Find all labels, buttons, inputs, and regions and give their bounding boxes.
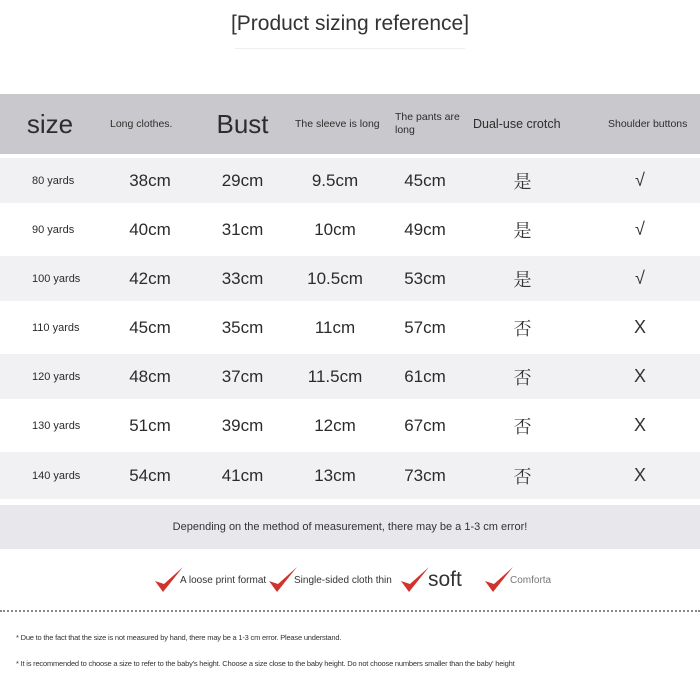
dual-use-crotch-cell: 否 xyxy=(465,450,580,499)
size-cell: 110 yards xyxy=(0,303,100,352)
shoulder-buttons-cell: X xyxy=(580,401,700,450)
sleeve-length-cell: 10.5cm xyxy=(285,254,385,303)
feature-label: Comforta xyxy=(510,574,552,586)
sleeve-length-cell: 10cm xyxy=(285,205,385,254)
long-clothes-cell: 51cm xyxy=(100,401,200,450)
header-shoulder-buttons: Shoulder buttons xyxy=(608,117,688,130)
measurement-note-text: Depending on the method of measurement, there may be a 1-3 cm error! xyxy=(172,521,528,533)
red-check-icon xyxy=(398,563,432,597)
sleeve-length-cell: 13cm xyxy=(285,450,385,499)
footnote: * It is recommended to choose a size to refer to the baby's height. Choose a size close to the baby height. Do not choose numbers smaller than the baby' height xyxy=(16,659,515,668)
pants-length-cell: 53cm xyxy=(385,254,465,303)
header-size: size xyxy=(26,108,74,139)
feature-label: soft xyxy=(428,568,462,591)
feature-label: Single-sided cloth thin xyxy=(294,574,392,586)
feature-item xyxy=(152,560,266,600)
footnote: * Due to the fact that the size is not measured by hand, there may be a 1-3 cm error. Please understand. xyxy=(16,633,342,642)
sleeve-length-cell: 9.5cm xyxy=(285,156,385,205)
dual-use-crotch-cell: 否 xyxy=(465,303,580,352)
dual-use-crotch-cell: 是 xyxy=(465,156,580,205)
shoulder-buttons-cell: √ xyxy=(580,156,700,205)
header-sleeve-length: The sleeve is long xyxy=(295,117,380,130)
sleeve-length-cell: 11cm xyxy=(285,303,385,352)
measurement-note xyxy=(0,505,700,549)
table-row xyxy=(0,254,700,303)
shoulder-buttons-cell: √ xyxy=(580,205,700,254)
size-cell: 100 yards xyxy=(0,254,100,303)
dual-use-crotch-cell: 是 xyxy=(465,205,580,254)
long-clothes-cell: 45cm xyxy=(100,303,200,352)
dual-use-crotch-cell: 否 xyxy=(465,352,580,401)
dual-use-crotch-cell: 是 xyxy=(465,254,580,303)
feature-item xyxy=(482,560,551,600)
bust-cell: 39cm xyxy=(200,401,285,450)
size-chart-table xyxy=(0,94,700,499)
table-row xyxy=(0,303,700,352)
long-clothes-cell: 38cm xyxy=(100,156,200,205)
header-pants-length: The pants are long xyxy=(395,111,460,136)
size-cell: 130 yards xyxy=(0,401,100,450)
bust-cell: 31cm xyxy=(200,205,285,254)
bust-cell: 37cm xyxy=(200,352,285,401)
feature-item xyxy=(266,560,392,600)
bust-cell: 33cm xyxy=(200,254,285,303)
table-row xyxy=(0,205,700,254)
long-clothes-cell: 40cm xyxy=(100,205,200,254)
pants-length-cell: 45cm xyxy=(385,156,465,205)
feature-list xyxy=(0,560,700,600)
long-clothes-cell: 48cm xyxy=(100,352,200,401)
size-cell: 90 yards xyxy=(0,205,100,254)
long-clothes-cell: 54cm xyxy=(100,450,200,499)
shoulder-buttons-cell: √ xyxy=(580,254,700,303)
feature-item xyxy=(398,560,462,600)
size-cell: 120 yards xyxy=(0,352,100,401)
shoulder-buttons-cell: X xyxy=(580,450,700,499)
header-bust: Bust xyxy=(216,108,269,139)
dotted-divider xyxy=(0,610,700,612)
dual-use-crotch-cell: 否 xyxy=(465,401,580,450)
table-row xyxy=(0,352,700,401)
shoulder-buttons-cell: X xyxy=(580,303,700,352)
pants-length-cell: 57cm xyxy=(385,303,465,352)
table-row xyxy=(0,450,700,499)
pants-length-cell: 61cm xyxy=(385,352,465,401)
pants-length-cell: 73cm xyxy=(385,450,465,499)
sleeve-length-cell: 12cm xyxy=(285,401,385,450)
bust-cell: 29cm xyxy=(200,156,285,205)
table-row xyxy=(0,401,700,450)
header-dual-use-crotch: Dual-use crotch xyxy=(473,116,561,131)
size-cell: 140 yards xyxy=(0,450,100,499)
pants-length-cell: 49cm xyxy=(385,205,465,254)
feature-label: A loose print format xyxy=(180,574,267,586)
page-title: [Product sizing reference] xyxy=(230,12,470,35)
table-header-row xyxy=(0,94,700,156)
pants-length-cell: 67cm xyxy=(385,401,465,450)
long-clothes-cell: 42cm xyxy=(100,254,200,303)
shoulder-buttons-cell: X xyxy=(580,352,700,401)
bust-cell: 35cm xyxy=(200,303,285,352)
bust-cell: 41cm xyxy=(200,450,285,499)
header-long-clothes: Long clothes. xyxy=(110,117,173,130)
title-underline xyxy=(235,48,465,49)
size-cell: 80 yards xyxy=(0,156,100,205)
sleeve-length-cell: 11.5cm xyxy=(285,352,385,401)
table-row xyxy=(0,156,700,205)
